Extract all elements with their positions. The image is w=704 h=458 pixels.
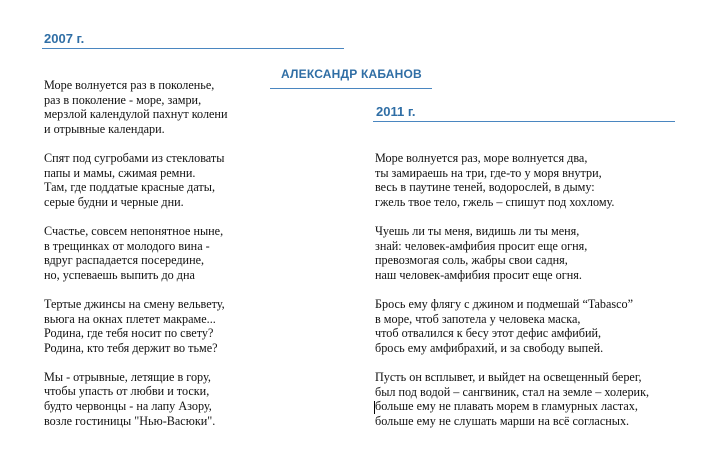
poem-line: Мы - отрывные, летящие в гору, (44, 369, 211, 384)
poem-line: серые будни и черные дни. (44, 194, 184, 209)
poem-2011 (375, 151, 649, 428)
poem-line: в трещинках от молодого вина - (44, 238, 210, 253)
poem-line: Там, где поддатые красные даты, (44, 180, 215, 195)
poem-line: раз в поколение - море, замри, (44, 92, 202, 107)
poem-line: вьюга на окнах плетет макраме... (44, 311, 216, 326)
poem-line: весь в паутине теней, водорослей, в дыму: (375, 180, 595, 195)
poem-line: знай: человек-амфибия просит еще огня, (375, 238, 588, 253)
poem-line: и отрывные календари. (44, 121, 165, 136)
poem-line: чтобы упасть от любви и тоски, (44, 384, 210, 399)
poem-line: мерзлой календулой пахнут колени (44, 107, 228, 122)
stanza (375, 224, 649, 282)
stanza (44, 151, 227, 209)
stanza (375, 370, 649, 428)
stanza (44, 297, 227, 355)
poem-line: в море, чтоб запотела у человека маска, (375, 311, 581, 326)
poem-line: вдруг распадается посередине, (44, 253, 205, 268)
text-cursor (374, 401, 375, 414)
poem-line: Чуешь ли ты меня, видишь ли ты меня, (375, 223, 580, 238)
author-title: АЛЕКСАНДР КАБАНОВ (281, 67, 422, 81)
stanza (375, 151, 649, 209)
poem-line: Пусть он всплывет, и выйдет на освещенный берег, (375, 369, 642, 384)
poem-line: Родина, кто тебя держит во тьме? (44, 340, 218, 355)
poem-line: Тертые джинсы на смену вельвету, (44, 296, 225, 311)
stanza (44, 224, 227, 282)
poem-line: Родина, где тебя носит по свету? (44, 326, 214, 341)
stanza (44, 370, 227, 428)
poem-line: превозмогая соль, жабры свои садня, (375, 253, 568, 268)
heading-rule-right (373, 121, 675, 122)
poem-line: Счастье, совсем непонятное ныне, (44, 223, 224, 238)
poem-line: Море волнуется раз, море волнуется два, (375, 151, 588, 165)
poem-line: больше ему не плавать морем в гламурных ластах, (375, 399, 638, 414)
poem-line: был под водой – сангвиник, стал на земле – холерик, (375, 384, 650, 399)
stanza (375, 297, 649, 355)
poem-line: наш человек-амфибия просит еще огня. (375, 267, 582, 282)
poem-line: Спят под сугробами из стекловаты (44, 150, 225, 165)
poem-line: папы и мамы, сжимая ремни. (44, 165, 196, 180)
poem-2007 (44, 78, 227, 428)
author-rule (270, 88, 432, 89)
stanza (44, 78, 227, 136)
poem-line: ты замираешь на три, где-то у моря внутри, (375, 165, 602, 180)
poem-line: Брось ему флягу с джином и подмешай “Tabasco” (375, 296, 634, 311)
poem-line: Море волнуется раз в поколенье, (44, 78, 215, 92)
poem-line: возле гостиницы "Нью-Васюки". (44, 413, 216, 428)
poem-line: гжель твое тело, гжель – спишут под хохлому. (375, 194, 615, 209)
poem-line: но, успеваешь выпить до дна (44, 267, 195, 282)
year-heading-2007: 2007 г. (44, 31, 85, 46)
poem-line: больше ему не слушать марши на всё согласных. (375, 413, 630, 428)
poem-line: чтоб отвалился к бесу этот дефис амфибий, (375, 326, 602, 341)
heading-rule-left (42, 48, 344, 49)
poem-line: брось ему амфибрахий, и за свободу выпей. (375, 340, 604, 355)
year-heading-2011: 2011 г. (376, 104, 416, 119)
poem-line: будто червонцы - на лапу Азору, (44, 399, 212, 414)
